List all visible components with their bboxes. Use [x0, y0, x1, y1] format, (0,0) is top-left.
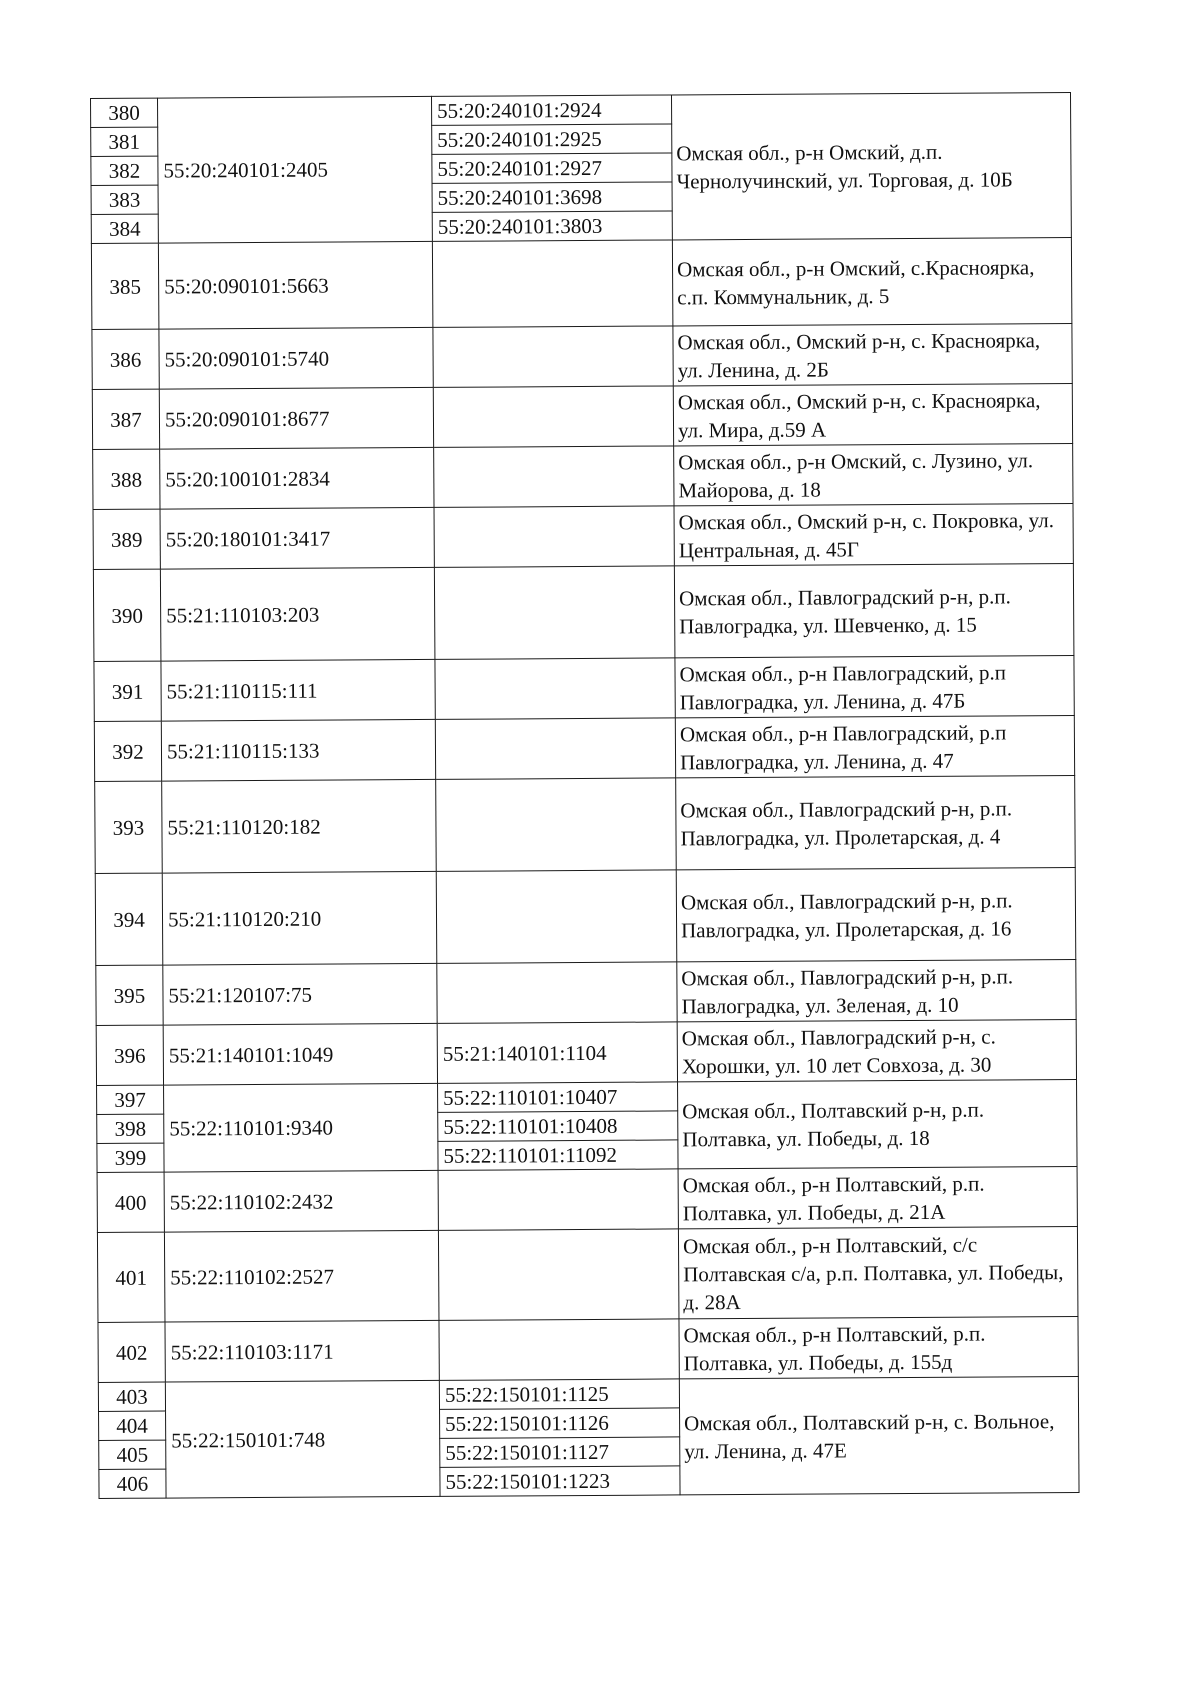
row-number-cell: 399	[97, 1143, 164, 1172]
address-cell: Омская обл., р-н Полтавский, р.п. Полтавка, ул. Победы, д. 21А	[678, 1166, 1077, 1228]
row-number-cell: 403	[98, 1382, 165, 1411]
row-number-cell: 387	[92, 389, 159, 449]
address-cell: Омская обл., р-н Павлоградский, р.п Павлоградка, ул. Ленина, д. 47Б	[675, 656, 1074, 718]
row-number-cell: 394	[95, 873, 163, 965]
sub-cadastral-number-cell	[434, 446, 674, 507]
address-cell: Омская обл., р-н Омский, с.Красноярка, с.п. Коммунальник, д. 5	[672, 238, 1072, 326]
row-number-cell: 386	[92, 329, 159, 389]
sub-cadastral-number-cell: 55:22:110101:11092	[438, 1140, 678, 1170]
sub-cadastral-number-cell	[434, 566, 675, 659]
row-number-cell: 404	[99, 1411, 166, 1440]
row-number-cell: 398	[97, 1114, 164, 1143]
address-cell: Омская обл., Полтавский р-н, с. Вольное, ул. Ленина, д. 47Е	[679, 1376, 1079, 1494]
cadastral-number-cell: 55:20:180101:3417	[160, 507, 434, 569]
row-number-cell: 400	[97, 1172, 164, 1232]
sub-cadastral-number-cell	[435, 718, 675, 779]
address-cell: Омская обл., р-н Омский, д.п. Чернолучинский, ул. Торговая, д. 10Б	[671, 93, 1071, 240]
table-row	[93, 504, 1073, 570]
cadastral-number-cell: 55:21:140101:1049	[163, 1023, 437, 1085]
table-row	[98, 1316, 1078, 1382]
table-row	[92, 324, 1072, 390]
cadastral-number-cell: 55:20:090101:5740	[159, 327, 433, 389]
address-cell: Омская обл., Павлоградский р-н, с. Хорошки, ул. 10 лет Совхоза, д. 30	[677, 1019, 1076, 1081]
cadastral-number-cell: 55:21:110115:133	[161, 719, 435, 781]
table-row	[97, 1079, 1077, 1114]
row-number-cell: 384	[91, 214, 158, 243]
cadastral-number-cell: 55:22:110102:2432	[164, 1170, 438, 1232]
sub-cadastral-number-cell	[435, 658, 675, 719]
sub-cadastral-number-cell	[439, 1319, 679, 1380]
sub-cadastral-number-cell: 55:22:150101:1125	[439, 1379, 679, 1409]
row-number-cell: 383	[91, 185, 158, 214]
table-row	[97, 1166, 1077, 1232]
sub-cadastral-number-cell: 55:20:240101:3698	[432, 182, 672, 212]
sub-cadastral-number-cell	[434, 506, 674, 567]
address-cell: Омская обл., р-н Полтавский, с/с Полтавская с/а, р.п. Полтавка, ул. Победы, д. 28А	[678, 1226, 1078, 1318]
sub-cadastral-number-cell: 55:21:140101:1104	[437, 1022, 677, 1083]
address-cell: Омская обл., Омский р-н, с. Покровка, ул. Центральная, д. 45Г	[674, 504, 1073, 566]
address-cell: Омская обл., Полтавский р-н, р.п. Полтавка, ул. Победы, д. 18	[678, 1079, 1078, 1168]
row-number-cell: 402	[98, 1322, 165, 1382]
sub-cadastral-number-cell: 55:20:240101:2927	[432, 153, 672, 183]
address-cell: Омская обл., Павлоградский р-н, р.п. Павлоградка, ул. Зеленая, д. 10	[677, 959, 1076, 1021]
address-cell: Омская обл., р-н Павлоградский, р.п Павлоградка, ул. Ленина, д. 47	[675, 715, 1074, 777]
cadastral-number-cell: 55:21:110120:210	[162, 871, 437, 965]
table-row	[91, 238, 1072, 330]
cadastral-number-cell: 55:21:110103:203	[160, 567, 435, 661]
row-number-cell: 405	[99, 1440, 166, 1469]
address-cell: Омская обл., Павлоградский р-н, р.п. Павлоградка, ул. Пролетарская, д. 4	[676, 775, 1076, 869]
row-number-cell: 406	[99, 1469, 166, 1498]
sub-cadastral-number-cell: 55:22:150101:1126	[440, 1408, 680, 1438]
table-row	[94, 715, 1074, 781]
sub-cadastral-number-cell	[438, 1229, 679, 1320]
registry-table	[90, 92, 1080, 1499]
registry-table-body	[91, 93, 1080, 1499]
address-cell: Омская обл., Павлоградский р-н, р.п. Павлоградка, ул. Шевченко, д. 15	[674, 564, 1074, 658]
row-number-cell: 396	[96, 1025, 163, 1085]
sub-cadastral-number-cell: 55:20:240101:3803	[432, 211, 672, 241]
cadastral-number-cell: 55:20:240101:2405	[158, 96, 433, 243]
row-number-cell: 385	[91, 243, 159, 329]
table-row	[95, 867, 1076, 965]
cadastral-number-cell: 55:20:090101:8677	[159, 387, 433, 449]
row-number-cell: 397	[97, 1085, 164, 1114]
address-cell: Омская обл., р-н Полтавский, р.п. Полтавка, ул. Победы, д. 155д	[679, 1316, 1078, 1378]
cadastral-number-cell: 55:22:110101:9340	[164, 1083, 439, 1172]
table-row	[95, 775, 1076, 873]
address-cell: Омская обл., Павлоградский р-н, р.п. Павлоградка, ул. Пролетарская, д. 16	[676, 867, 1076, 961]
cadastral-number-cell: 55:22:110102:2527	[164, 1230, 439, 1322]
sub-cadastral-number-cell: 55:20:240101:2924	[431, 95, 671, 125]
address-cell: Омская обл., р-н Омский, с. Лузино, ул. Майорова, д. 18	[674, 444, 1073, 506]
cadastral-number-cell: 55:20:100101:2834	[160, 447, 434, 509]
row-number-cell: 392	[94, 721, 161, 781]
row-number-cell: 395	[96, 965, 163, 1025]
sub-cadastral-number-cell	[433, 326, 673, 387]
sub-cadastral-number-cell: 55:22:150101:1127	[440, 1437, 680, 1467]
sub-cadastral-number-cell	[436, 778, 677, 871]
row-number-cell: 393	[95, 781, 163, 873]
table-row	[98, 1376, 1078, 1411]
sub-cadastral-number-cell	[433, 386, 673, 447]
sub-cadastral-number-cell: 55:22:150101:1223	[440, 1466, 680, 1496]
row-number-cell: 390	[93, 569, 161, 661]
sub-cadastral-number-cell	[436, 870, 677, 963]
table-row	[91, 93, 1071, 128]
table-row	[96, 959, 1076, 1025]
sub-cadastral-number-cell: 55:22:110101:10408	[438, 1111, 678, 1141]
sub-cadastral-number-cell: 55:22:110101:10407	[438, 1082, 678, 1112]
sub-cadastral-number-cell: 55:20:240101:2925	[432, 124, 672, 154]
cadastral-number-cell: 55:22:110103:1171	[165, 1320, 439, 1382]
table-row	[93, 564, 1074, 662]
row-number-cell: 401	[97, 1232, 165, 1322]
table-row	[93, 444, 1073, 510]
row-number-cell: 389	[93, 509, 160, 569]
row-number-cell: 388	[93, 449, 160, 509]
row-number-cell: 391	[94, 661, 161, 721]
row-number-cell: 381	[91, 127, 158, 156]
row-number-cell: 382	[91, 156, 158, 185]
table-row	[94, 656, 1074, 722]
cadastral-number-cell: 55:20:090101:5663	[158, 241, 433, 329]
cadastral-number-cell: 55:22:150101:748	[165, 1380, 440, 1498]
cadastral-number-cell: 55:21:110120:182	[162, 779, 437, 873]
sub-cadastral-number-cell	[437, 962, 677, 1023]
address-cell: Омская обл., Омский р-н, с. Красноярка, ул. Мира, д.59 А	[673, 384, 1072, 446]
address-cell: Омская обл., Омский р-н, с. Красноярка, ул. Ленина, д. 2Б	[673, 324, 1072, 386]
row-number-cell: 380	[91, 98, 158, 127]
cadastral-number-cell: 55:21:120107:75	[163, 963, 437, 1025]
table-row	[96, 1019, 1076, 1085]
sub-cadastral-number-cell	[438, 1169, 678, 1230]
table-row	[97, 1226, 1078, 1322]
cadastral-number-cell: 55:21:110115:111	[161, 659, 435, 721]
sub-cadastral-number-cell	[432, 240, 673, 327]
table-row	[92, 384, 1072, 450]
